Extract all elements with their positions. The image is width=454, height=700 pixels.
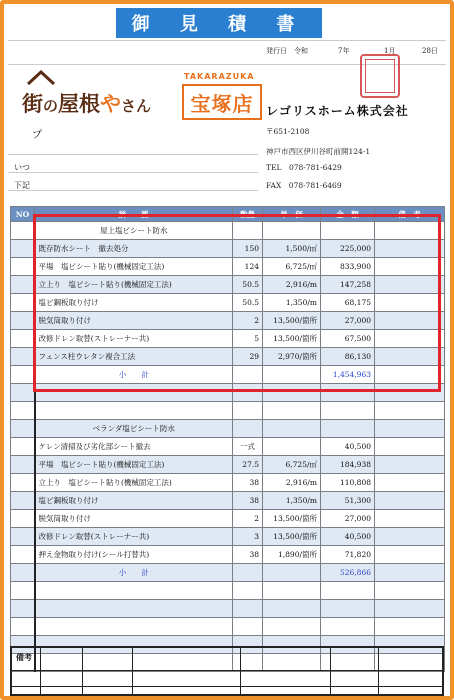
cell-desc: ベランダ塩ビシート防水	[35, 420, 233, 438]
cell-qty: 3	[233, 528, 263, 546]
cell-amount: 110,808	[321, 474, 375, 492]
cell-no	[11, 456, 35, 474]
cell-no	[11, 438, 35, 456]
logo-char: さん	[121, 97, 152, 115]
cell-qty: 124	[233, 258, 263, 276]
cell-unit: 1,890/箇所	[263, 546, 321, 564]
cell-amount	[321, 384, 375, 402]
issue-date-day: 28日	[422, 47, 438, 55]
grid-line	[8, 154, 258, 155]
cell-qty: 5	[233, 330, 263, 348]
cell-qty: 一式	[233, 438, 263, 456]
table-row	[11, 582, 445, 600]
cell-amount: 68,175	[321, 294, 375, 312]
cell-amount: 833,900	[321, 258, 375, 276]
table-row	[11, 258, 445, 276]
cell-no	[11, 492, 35, 510]
cell-no	[11, 258, 35, 276]
estimate-sheet	[8, 6, 446, 696]
grid-line	[8, 190, 258, 191]
remarks-divider	[240, 648, 241, 694]
cell-note	[375, 420, 445, 438]
table-row	[11, 240, 445, 258]
cell-note	[375, 222, 445, 240]
col-header-no: NO	[11, 207, 35, 222]
cell-qty	[233, 582, 263, 600]
subtotal-row	[11, 564, 445, 582]
cell-note	[375, 258, 445, 276]
company-tel: TEL 078-781-6429	[266, 163, 342, 172]
cell-desc: 平場 塩ビシート貼り(機械固定工法)	[35, 258, 233, 276]
cell-amount: 71,820	[321, 546, 375, 564]
document-title: 御 見 積 書	[116, 8, 322, 38]
table-row	[11, 438, 445, 456]
cell-note	[375, 474, 445, 492]
section-row	[11, 222, 445, 240]
cell-note	[375, 618, 445, 636]
cell-note	[375, 510, 445, 528]
cell-no	[11, 528, 35, 546]
issue-date-year: 7年	[338, 47, 350, 55]
remarks-divider	[132, 648, 133, 694]
store-logo	[22, 70, 258, 128]
cell-qty: 150	[233, 240, 263, 258]
col-header-note: 備 考	[375, 207, 445, 222]
cell-amount: 27,000	[321, 510, 375, 528]
cell-qty: 2	[233, 510, 263, 528]
cell-qty: 50.5	[233, 294, 263, 312]
cell-no	[11, 510, 35, 528]
table-row	[11, 348, 445, 366]
cell-qty	[233, 618, 263, 636]
logo-wordmark	[22, 88, 151, 118]
cell-desc	[35, 402, 233, 420]
remarks-divider	[40, 648, 41, 694]
cell-unit: 2,916/m	[263, 474, 321, 492]
cell-unit	[263, 402, 321, 420]
table-row	[11, 294, 445, 312]
cell-note	[375, 276, 445, 294]
cell-desc: 塩ビ鋼板取り付け	[35, 294, 233, 312]
remarks-box	[10, 646, 444, 696]
cell-note	[375, 402, 445, 420]
grid-line	[8, 172, 258, 173]
subtotal-row	[11, 366, 445, 384]
cell-unit	[263, 600, 321, 618]
cell-note	[375, 384, 445, 402]
cell-amount: 147,258	[321, 276, 375, 294]
cell-no	[11, 276, 35, 294]
cell-unit: 13,500/箇所	[263, 528, 321, 546]
cell-desc	[35, 600, 233, 618]
cell-no	[11, 222, 35, 240]
cell-note	[375, 240, 445, 258]
table-row	[11, 546, 445, 564]
section-row	[11, 420, 445, 438]
cell-no	[11, 312, 35, 330]
cell-qty: 27.5	[233, 456, 263, 474]
cell-unit	[263, 582, 321, 600]
cell-qty	[233, 420, 263, 438]
company-postal: 〒651-2108	[266, 127, 310, 136]
cell-no	[11, 384, 35, 402]
cell-no	[11, 420, 35, 438]
cell-unit	[263, 420, 321, 438]
cell-unit	[263, 384, 321, 402]
logo-char: の	[43, 97, 59, 115]
cell-desc: 屋上塩ビシート防水	[35, 222, 233, 240]
cell-no	[11, 348, 35, 366]
cell-unit: 2,916/m	[263, 276, 321, 294]
cell-desc: 押え金物取り付け(シール打替共)	[35, 546, 233, 564]
table-row	[11, 528, 445, 546]
cell-note	[375, 294, 445, 312]
cell-amount: 67,500	[321, 330, 375, 348]
col-header-desc: 摘 要	[35, 207, 233, 222]
company-seal	[360, 54, 400, 98]
customer-fragment: プ	[32, 130, 42, 141]
cell-desc: 立上り 塩ビシート貼り(機械固定工法)	[35, 474, 233, 492]
grid-line	[8, 40, 446, 41]
estimate-table	[10, 206, 445, 672]
cell-note	[375, 582, 445, 600]
cell-qty	[233, 222, 263, 240]
cell-desc: 小 計	[35, 366, 233, 384]
cell-desc: ケレン清掃及び劣化部シート撤去	[35, 438, 233, 456]
remarks-divider	[82, 648, 83, 694]
cell-desc: 脱気筒取り付け	[35, 312, 233, 330]
cell-desc: 既存防水シート 撤去処分	[35, 240, 233, 258]
cell-desc: フェンス柱ウレタン複合工法	[35, 348, 233, 366]
cell-qty: 38	[233, 474, 263, 492]
issue-date-label: 発行日	[266, 47, 287, 55]
cell-no	[11, 474, 35, 492]
cell-qty: 38	[233, 492, 263, 510]
cell-amount	[321, 402, 375, 420]
cell-amount: 40,500	[321, 438, 375, 456]
table-row	[11, 402, 445, 420]
cell-desc: 脱気筒取り付け	[35, 510, 233, 528]
cell-no	[11, 600, 35, 618]
cell-amount	[321, 420, 375, 438]
cell-no	[11, 366, 35, 384]
cell-unit: 13,500/箇所	[263, 510, 321, 528]
cell-note	[375, 492, 445, 510]
cell-unit: 13,500/箇所	[263, 330, 321, 348]
table-row	[11, 456, 445, 474]
intro-fragment: 下記	[14, 181, 30, 190]
cell-qty	[233, 402, 263, 420]
cell-note	[375, 456, 445, 474]
cell-no	[11, 546, 35, 564]
cell-desc: 改修ドレン取替(ストレーナー共)	[35, 330, 233, 348]
cell-desc	[35, 582, 233, 600]
remarks-divider	[330, 648, 331, 694]
cell-amount	[321, 582, 375, 600]
table-row	[11, 276, 445, 294]
cell-desc: 塩ビ鋼板取り付け	[35, 492, 233, 510]
cell-qty: 50.5	[233, 276, 263, 294]
cell-amount: 184,938	[321, 456, 375, 474]
table-header-row	[11, 207, 445, 222]
company-name: レゴリスホーム株式会社	[266, 104, 409, 118]
remarks-divider	[12, 670, 442, 671]
cell-unit	[263, 618, 321, 636]
table-row	[11, 600, 445, 618]
table-row	[11, 330, 445, 348]
cell-qty	[233, 600, 263, 618]
cell-amount	[321, 600, 375, 618]
remarks-label: 備考	[16, 652, 32, 662]
remarks-divider	[12, 686, 442, 687]
table-row	[11, 474, 445, 492]
cell-qty	[233, 564, 263, 582]
cell-unit: 6,725/㎡	[263, 456, 321, 474]
cell-amount: 1,454,963	[321, 366, 375, 384]
cell-qty: 29	[233, 348, 263, 366]
cell-note	[375, 312, 445, 330]
table-row	[11, 312, 445, 330]
cell-note	[375, 348, 445, 366]
cell-note	[375, 438, 445, 456]
col-header-amount: 金 額	[321, 207, 375, 222]
cell-amount	[321, 222, 375, 240]
cell-amount: 40,500	[321, 528, 375, 546]
cell-unit: 6,725/㎡	[263, 258, 321, 276]
cell-no	[11, 564, 35, 582]
cell-unit: 1,350/m	[263, 492, 321, 510]
logo-char: や	[100, 92, 122, 116]
cell-unit: 2,970/箇所	[263, 348, 321, 366]
table-body	[11, 222, 445, 672]
cell-unit	[263, 564, 321, 582]
cell-qty: 38	[233, 546, 263, 564]
cell-desc: 平場 塩ビシート貼り(機械固定工法)	[35, 456, 233, 474]
cell-no	[11, 294, 35, 312]
logo-english: TAKARAZUKA	[184, 72, 255, 81]
cell-qty: 2	[233, 312, 263, 330]
cell-qty	[233, 366, 263, 384]
remarks-divider	[378, 648, 379, 694]
cell-note	[375, 600, 445, 618]
cell-amount: 27,000	[321, 312, 375, 330]
cell-amount	[321, 618, 375, 636]
cell-desc: 小 計	[35, 564, 233, 582]
company-address: 神戸市西区伊川谷町前開124-1	[266, 147, 371, 156]
table-row	[11, 510, 445, 528]
cell-unit: 1,500/㎡	[263, 240, 321, 258]
cell-no	[11, 618, 35, 636]
logo-char: 屋根	[58, 92, 101, 116]
issue-date-month: 1月	[384, 47, 396, 55]
col-header-unit: 単 価	[263, 207, 321, 222]
col-header-qty: 数量	[233, 207, 263, 222]
logo-store-name: 宝塚店	[182, 84, 262, 120]
table-row	[11, 618, 445, 636]
table-row	[11, 384, 445, 402]
cell-unit	[263, 438, 321, 456]
company-fax: FAX 078-781-6469	[266, 181, 342, 190]
cell-unit	[263, 222, 321, 240]
cell-no	[11, 330, 35, 348]
cell-amount: 526,866	[321, 564, 375, 582]
cell-desc: 改修ドレン取替(ストレーナー共)	[35, 528, 233, 546]
cell-amount: 225,000	[321, 240, 375, 258]
cell-unit: 13,500/箇所	[263, 312, 321, 330]
logo-char: 街	[22, 92, 43, 116]
cell-note	[375, 366, 445, 384]
cell-unit: 1,350/m	[263, 294, 321, 312]
cell-desc	[35, 618, 233, 636]
cell-note	[375, 546, 445, 564]
issue-date-era: 令和	[294, 47, 308, 55]
cell-amount: 86,130	[321, 348, 375, 366]
cell-note	[375, 564, 445, 582]
cell-unit	[263, 366, 321, 384]
cell-no	[11, 240, 35, 258]
cell-amount: 51,300	[321, 492, 375, 510]
cell-desc: 立上り 塩ビシート貼り(機械固定工法)	[35, 276, 233, 294]
cell-note	[375, 528, 445, 546]
cell-desc	[35, 384, 233, 402]
intro-fragment: いつ	[14, 163, 30, 172]
table-row	[11, 492, 445, 510]
cell-no	[11, 402, 35, 420]
cell-note	[375, 330, 445, 348]
cell-qty	[233, 384, 263, 402]
cell-no	[11, 582, 35, 600]
